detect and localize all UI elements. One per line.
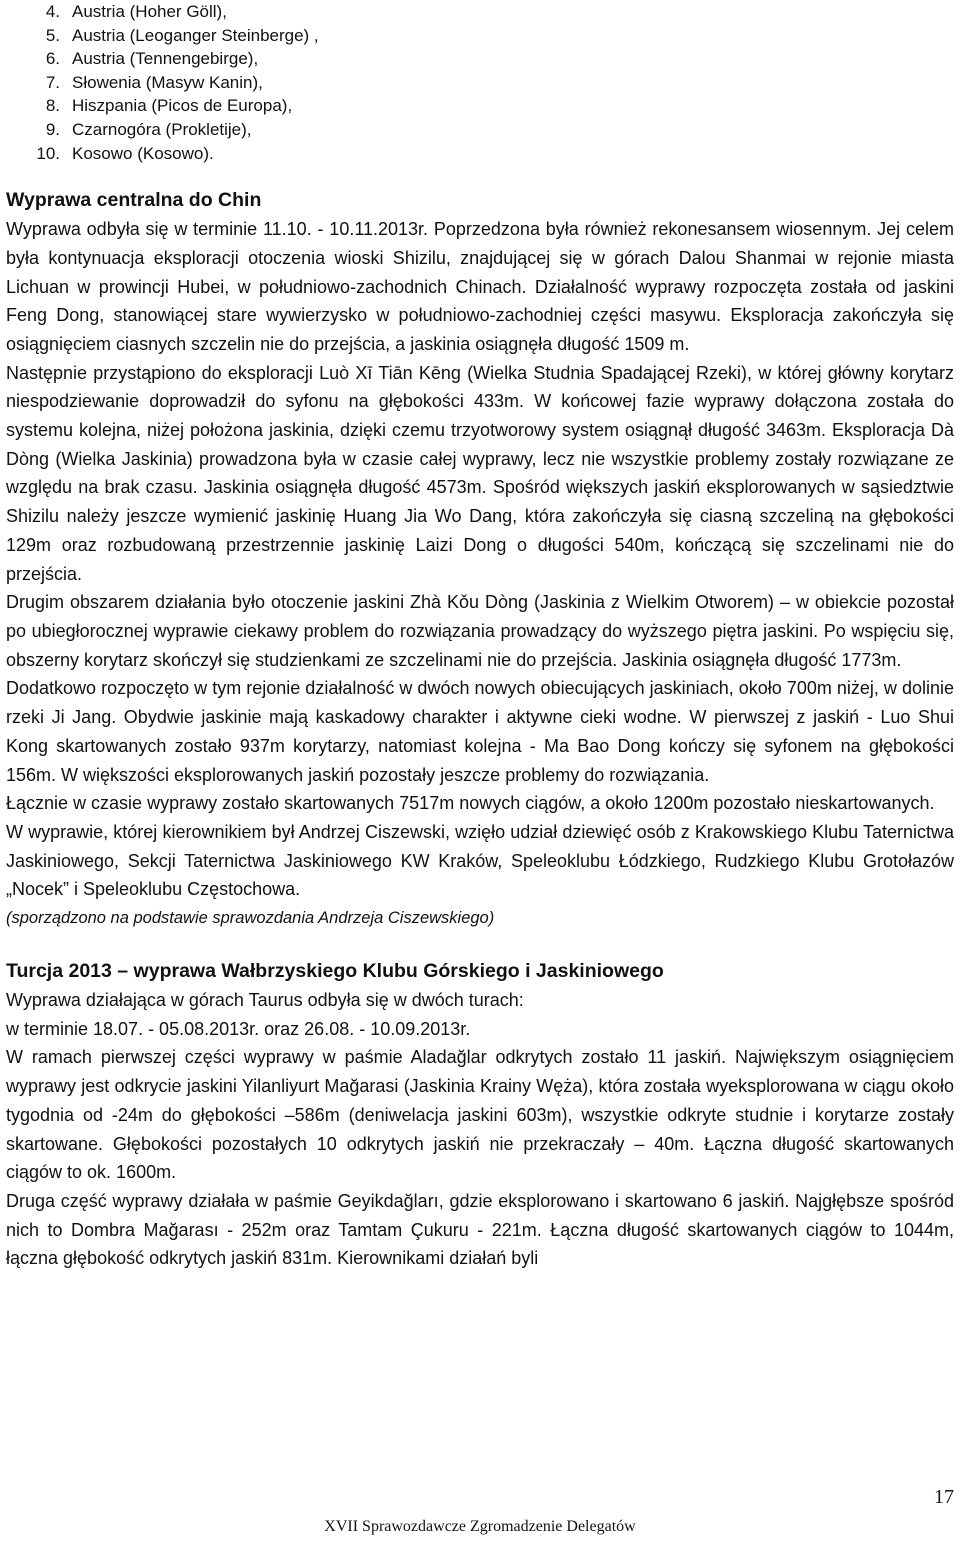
list-item: 10. Kosowo (Kosowo). [36,143,214,163]
paragraph: Następnie przystąpiono do eksploracji Luò Xī Tiān Kēng (Wielka Studnia Spadającej Rzeki), w której główny korytarz niespodziewanie doprowadził do syfonu na głębokości 433m. W końcowej fazie wyprawy dołączona została do systemu kolejna, niżej położona jaskinia, dzięki czemu trzyotworowy system osiągnął długość 3463m. Eksploracja Dà Dòng (Wielka Jaskinia) prowadzona była w czasie całej wyprawy, lecz nie wszystkie problemy zostały rozwiązane ze względu na brak czasu. Jaskinia osiągnęła długość 4573m. Spośród większych jaskiń eksplorowanych w sąsiedztwie Shizilu należy jeszcze wymienić jaskinię Huang Jia Wo Dang, która zakończyła się ciasną szczeliną na głębokości 129m oraz rozbudowaną przestrzennie jaskinię Laizi Dong o długości 540m, kończącą się szczelinami nie do przejścia. [6,362,954,584]
country-list [6,0,954,165]
section-heading-china: Wyprawa centralna do Chin [6,189,262,212]
page-number: 17 [934,1486,954,1508]
page-footer: XVII Sprawozdawcze Zgromadzenie Delegatów [324,1518,636,1535]
list-item: 4. Austria (Hoher Göll), [45,2,227,21]
document-page [6,0,954,1273]
paragraph: Łącznie w czasie wyprawy zostało skartowanych 7517m nowych ciągów, a około 1200m pozostało nieskartowanych. [6,793,935,814]
paragraph: W wyprawie, której kierownikiem był Andrzej Ciszewski, wzięło udział dziewięć osób z Krakowskiego Klubu Taternictwa Jaskiniowego, Sekcji Taternictwa Jaskiniowego KW Kraków, Speleoklubu Łódzkiego, Rudzkiego Klubu Grotołazów „Nocek” i Speleoklubu Częstochowa. [6,821,954,900]
list-item: 5. Austria (Leoganger Steinberge) , [45,25,319,45]
paragraph: w terminie 18.07. - 05.08.2013r. oraz 26.08. - 10.09.2013r. [6,1018,471,1039]
list-item: 7. Słowenia (Masyw Kanin), [45,72,263,92]
paragraph: Wyprawa działająca w górach Taurus odbyła się w dwóch turach: [6,990,524,1011]
list-item: 8. Hiszpania (Picos de Europa), [45,96,293,116]
list-item: 6. Austria (Tennengebirge), [45,49,259,69]
paragraph: Dodatkowo rozpoczęto w tym rejonie działalność w dwóch nowych obiecujących jaskiniach, około 700m niżej, w dolinie rzeki Ji Jang. Obydwie jaskinie mają kaskadowy charakter i aktywne cieki wodne. W pierwszej z jaskiń - Luo Shui Kong skartowanych zostało 937m korytarzy, natomiast kolejna - Ma Bao Dong kończy się syfonem na głębokości 156m. W większości eksplorowanych jaskiń pozostały jeszcze problemy do rozwiązania. [6,678,954,785]
paragraph: Wyprawa odbyła się w terminie 11.10. - 10.11.2013r. Poprzedzona była również rekonesansem wiosennym. Jej celem była kontynuacja eksploracji otoczenia wioski Shizilu, znajdującej się w górach Dalou Shanmai w rejonie miasta Lichuan w prowincji Hubei, w południowo-zachodnich Chinach. Działalność wyprawy rozpoczęta została od jaskini Feng Dong, stanowiącej stare wywierzysko w południowo-zachodniej części masywu. Eksploracja zakończyła się osiągnięciem ciasnych szczelin nie do przejścia, a jaskinia osiągnęła długość 1509 m. [6,219,954,354]
source-note: (sporządzono na podstawie sprawozdania Andrzeja Ciszewskiego) [6,909,495,928]
paragraph: Drugim obszarem działania było otoczenie jaskini Zhà Kǒu Dòng (Jaskinia z Wielkim Otworem) – w obiekcie pozostał po ubiegłorocznej wyprawie ciekawy problem do rozwiązania prowadzący do wyższego piętra jaskini. Po wspięciu się, obszerny korytarz skończył się studzienkami ze szczelinami nie do przejścia. Jaskinia osiągnęła długość 1773m. [6,592,954,670]
section-heading-turkey: Turcja 2013 – wyprawa Wałbrzyskiego Klubu Górskiego i Jaskiniowego [6,960,664,983]
paragraph: W ramach pierwszej części wyprawy w paśmie Aladağlar odkrytych zostało 11 jaskiń. Największym osiągnięciem wyprawy jest odkrycie jaskini Yilanliyurt Mağarasi (Jaskinia Krainy Węża), która została wyeksplorowana w ciągu około tygodnia od -24m do głębokości –586m (deniwelacja jaskini 603m), wszystkie odkryte studnie i korytarze zostały skartowane. Głębokości pozostałych 10 odkrytych jaskiń nie przekraczały – 40m. Łączna długość skartowanych ciągów to ok. 1600m. [6,1047,954,1183]
list-item: 9. Czarnogóra (Prokletije), [45,119,252,139]
paragraph: Druga część wyprawy działała w paśmie Geyikdağları, gdzie eksplorowano i skartowano 6 jaskiń. Najgłębsze spośród nich to Dombra Mağarası - 252m oraz Tamtam Çukuru - 221m. Łączna długość skartowanych ciągów to 1044m, łączna głębokość odkrytych jaskiń 831m. Kierownikami działań byli [6,1190,954,1269]
